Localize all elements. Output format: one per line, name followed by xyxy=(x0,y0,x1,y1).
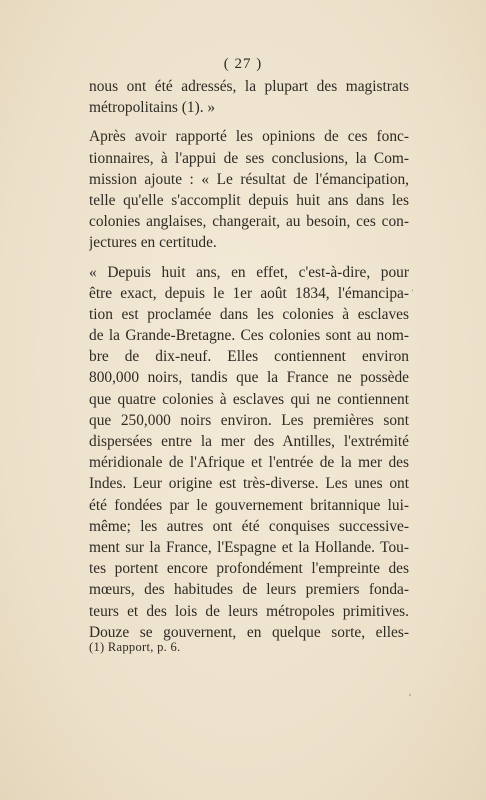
text-line: Après avoir rapporté les opinions de ces fonc- xyxy=(89,128,409,146)
paper-speck xyxy=(409,694,411,696)
text-line: que 250,000 noirs environ. Les premières sont xyxy=(89,411,409,429)
text-line: être exact, depuis le 1er août 1834, l'émancipa- xyxy=(89,284,409,302)
text-line: Douze se gouvernent, en quelque sorte, elles- xyxy=(89,623,409,641)
text-line: Indes. Leur origine est très-diverse. Les unes ont xyxy=(89,475,409,493)
text-line: de la Grande-Bretagne. Ces colonies sont au nom- xyxy=(89,327,409,345)
text-line: été fondées par le gouvernement britannique lui- xyxy=(89,496,409,514)
text-line: ment sur la France, l'Espagne et la Hollande. Tou- xyxy=(89,538,409,556)
body-text xyxy=(89,76,409,643)
text-line: méridionale de l'Afrique et l'entrée de la mer des xyxy=(89,454,409,472)
text-line: « Depuis huit ans, en effet, c'est-à-dire, pour xyxy=(89,263,409,281)
text-line: telle qu'elle s'accomplit depuis huit ans dans les xyxy=(89,191,409,209)
paper-speck xyxy=(412,289,413,292)
text-line: métropolitains (1). » xyxy=(89,99,216,117)
text-line: dispersées entre la mer des Antilles, l'extrémité xyxy=(89,433,409,450)
text-line: jectures en certitude. xyxy=(89,234,217,252)
paragraph-3 xyxy=(89,262,409,643)
text-line: 800,000 noirs, tandis que la France ne possède xyxy=(89,369,409,387)
page-number: ( 27 ) xyxy=(223,56,263,72)
text-line: teurs et des lois de leurs métropoles primitives. xyxy=(89,602,409,620)
text-line: bre de dix-neuf. Elles contiennent environ xyxy=(89,348,409,366)
footnote: (1) Rapport, p. 6. xyxy=(89,640,181,654)
text-line: nous ont été adressés, la plupart des magistrats xyxy=(89,78,409,95)
text-line: que quatre colonies à esclaves qui ne contiennent xyxy=(89,390,409,408)
text-line: même; les autres ont été conquises successive- xyxy=(89,517,409,535)
text-line: mœurs, des habitudes de leurs premiers fonda- xyxy=(89,581,409,599)
text-line: tion est proclamée dans les colonies à esclaves xyxy=(89,305,409,323)
paragraph-2 xyxy=(89,126,409,253)
text-line: tes portent encore profondément l'empreinte des xyxy=(89,560,409,578)
text-line: tionnaires, à l'appui de ses conclusions, la Com- xyxy=(89,149,409,167)
paragraph-1 xyxy=(89,76,409,118)
text-line: mission ajoute : « Le résultat de l'émancipation, xyxy=(89,170,409,188)
text-line: colonies anglaises, changerait, au besoin, ces con- xyxy=(89,213,409,231)
